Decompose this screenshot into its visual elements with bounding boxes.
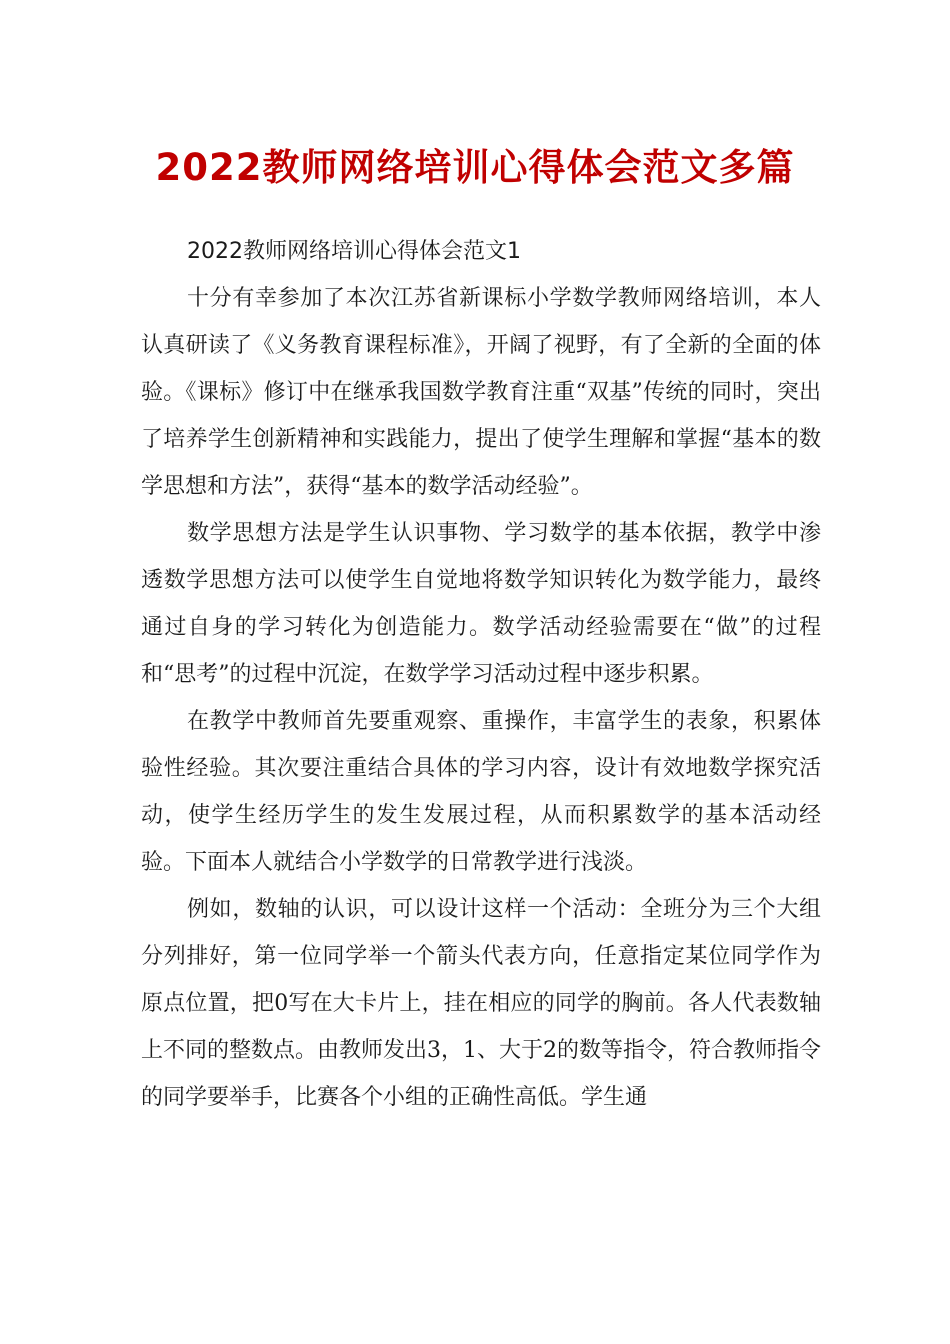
document-body [141,228,821,1121]
paragraph-4: 例如，数轴的认识，可以设计这样一个活动：全班分为三个大组分列排好，第一位同学举一个箭头代表方向，任意指定某位同学作为原点位置，把0写在大卡片上，挂在相应的同学的胸前。各人代表数轴上不同的整数点。由教师发出3，1、大于2的数等指令，符合教师指令的同学要举手，比赛各个小组的正确性高低。学生通 [141,897,821,1110]
paragraph-3: 在教学中教师首先要重观察、重操作，丰富学生的表象，积累体验性经验。其次要注重结合具体的学习内容，设计有效地数学探究活动，使学生经历学生的发生发展过程，从而积累数学的基本活动经验。下面本人就结合小学数学的日常教学进行浅淡。 [141,709,821,875]
paragraph-1: 十分有幸参加了本次江苏省新课标小学数学教师网络培训，本人认真研读了《义务教育课程标准》，开阔了视野，有了全新的全面的体验。《课标》修订中在继承我国数学教育注重“双基”传统的同时，突出了培养学生创新精神和实践能力，提出了使学生理解和掌握“基本的数学思想和方法”，获得“基本的数学活动经验”。 [141,286,821,499]
section-heading: 2022教师网络培训心得体会范文1 [187,239,521,264]
document-title: 2022教师网络培训心得体会范文多篇 [155,145,795,189]
paragraph-2: 数学思想方法是学生认识事物、学习数学的基本依据，教学中渗透数学思想方法可以使学生自觉地将数学知识转化为数学能力，最终通过自身的学习转化为创造能力。数学活动经验需要在“做”的过程和“思考”的过程中沉淀，在数学学习活动过程中逐步积累。 [141,521,821,687]
